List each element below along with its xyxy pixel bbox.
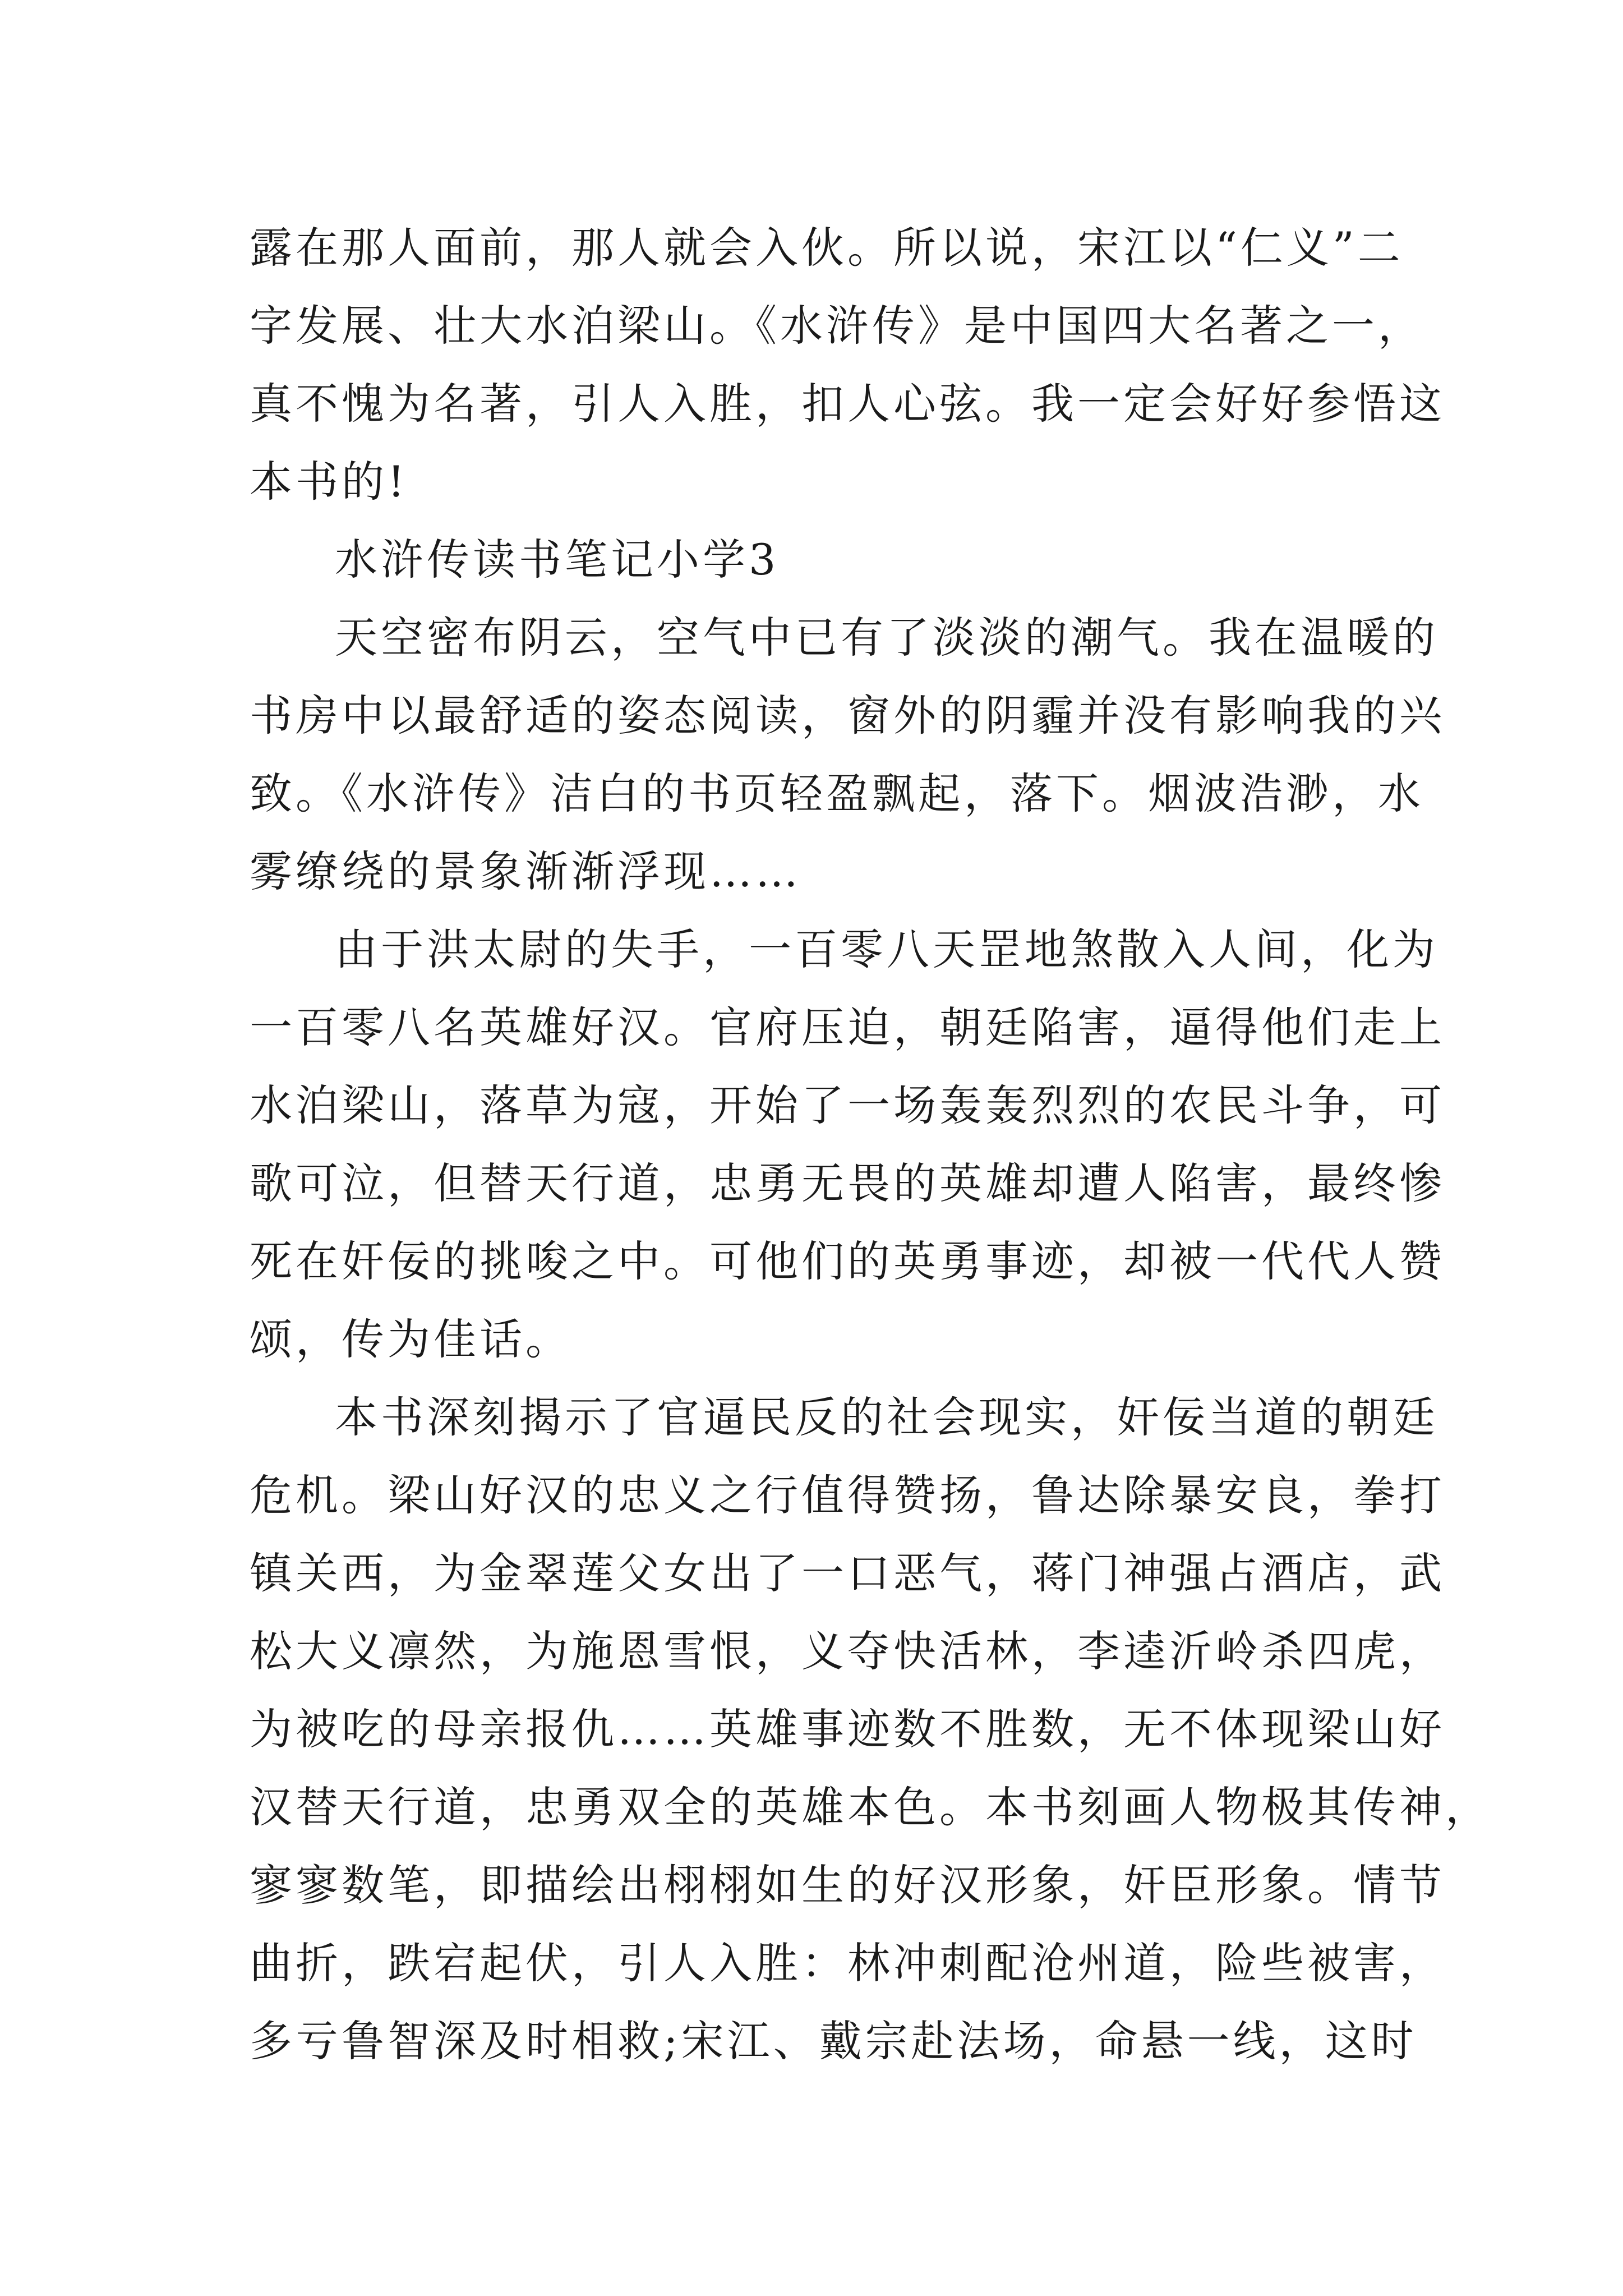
text-line: 死在奸佞的挑唆之中。可他们的英勇事迹，却被一代代人赞 (250, 1236, 1445, 1286)
text-line: 多亏鲁智深及时相救;宋江、戴宗赴法场，命悬一线，这时 (250, 2016, 1417, 2066)
text-line: 本书的! (250, 457, 408, 507)
paragraph-2 (250, 599, 1445, 910)
text-line: 书房中以最舒适的姿态阅读，窗外的阴霾并没有影响我的兴 (250, 691, 1445, 740)
text-line: 寥寥数笔，即描绘出栩栩如生的好汉形象，奸臣形象。情节 (250, 1860, 1445, 1910)
text-line: 本书深刻揭示了官逼民反的社会现实，奸佞当道的朝廷 (335, 1392, 1438, 1442)
paragraph-1 (250, 209, 1445, 521)
text-line: 字发展、壮大水泊梁山。《水浒传》是中国四大名著之一， (250, 301, 1424, 351)
document-body (250, 209, 1491, 2080)
text-line: 露在那人面前，那人就会入伙。所以说，宋江以“仁义”二 (250, 223, 1404, 273)
text-line: 曲折，跌宕起伏，引人入胜：林冲刺配沧州道，险些被害， (250, 1938, 1445, 1988)
text-line: 天空密布阴云，空气中已有了淡淡的潮气。我在温暖的 (335, 613, 1438, 662)
text-line: 颂，传为佳话。 (250, 1314, 571, 1364)
text-line: 汉替天行道，忠勇双全的英雄本色。本书刻画人物极其传神， (250, 1782, 1491, 1832)
paragraph-4 (250, 1378, 1491, 2080)
text-line: 真不愧为名著，引人入胜，扣人心弦。我一定会好好参悟这 (250, 379, 1445, 429)
text-line: 一百零八名英雄好汉。官府压迫，朝廷陷害，逼得他们走上 (250, 1002, 1445, 1052)
text-line: 水泊梁山，落草为寇，开始了一场轰轰烈烈的农民斗争，可 (250, 1080, 1445, 1130)
text-line: 致。《水浒传》洁白的书页轻盈飘起，落下。烟波浩渺，水 (250, 769, 1424, 818)
text-line: 为被吃的母亲报仇……英雄事迹数不胜数，无不体现梁山好 (250, 1704, 1445, 1754)
paragraph-3 (250, 910, 1445, 1378)
text-line: 危机。梁山好汉的忠义之行值得赞扬，鲁达除暴安良，拳打 (250, 1470, 1445, 1520)
text-line: 雾缭绕的景象渐渐浮现…… (250, 846, 801, 896)
heading-text: 水浒传读书笔记小学3 (335, 535, 780, 585)
text-line: 由于洪太尉的失手，一百零八天罡地煞散入人间，化为 (335, 924, 1438, 974)
text-line: 镇关西，为金翠莲父女出了一口恶气，蒋门神强占酒店，武 (250, 1548, 1445, 1598)
text-line: 松大义凛然，为施恩雪恨，义夺快活林，李逵沂岭杀四虎， (250, 1626, 1445, 1676)
text-line: 歌可泣，但替天行道，忠勇无畏的英雄却遭人陷害，最终惨 (250, 1158, 1445, 1208)
section-heading (250, 521, 1394, 599)
